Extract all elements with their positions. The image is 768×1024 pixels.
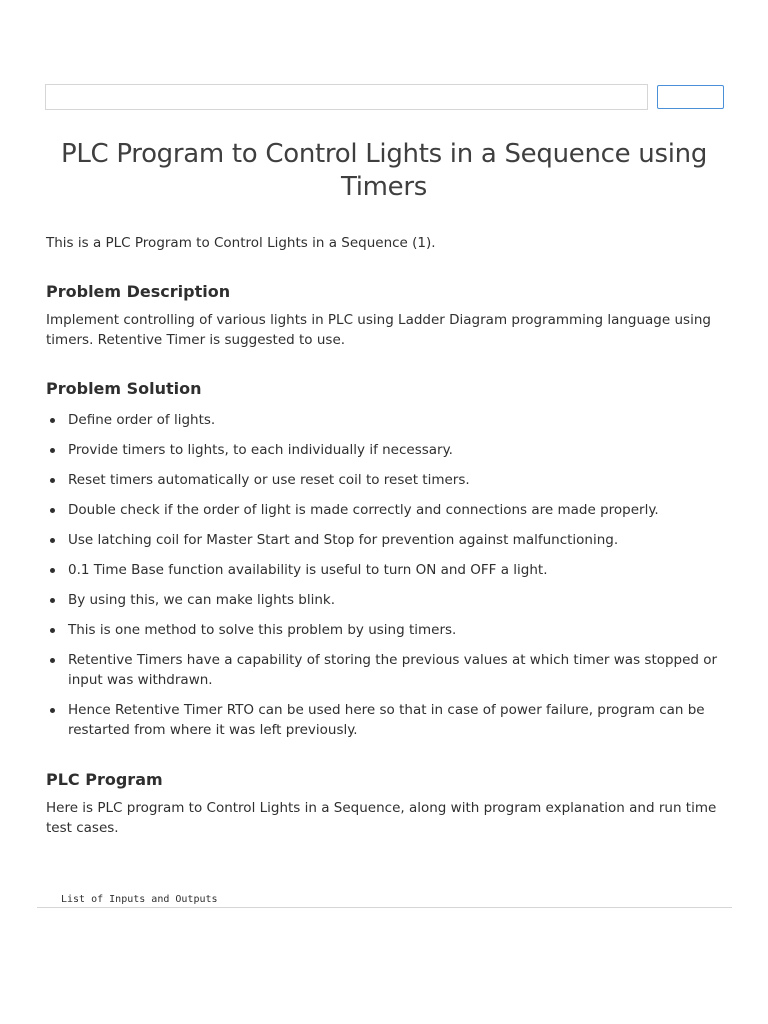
list-item: By using this, we can make lights blink.: [46, 590, 726, 610]
article-body: [46, 233, 726, 838]
list-item: Hence Retentive Timer RTO can be used here so that in case of power failure, program can be restarted from where it was left previously.: [46, 700, 726, 740]
list-item: This is one method to solve this problem by using timers.: [46, 620, 726, 640]
list-item: Provide timers to lights, to each individually if necessary.: [46, 440, 726, 460]
problem-solution-heading: Problem Solution: [46, 379, 202, 398]
problem-description-text: Implement controlling of various lights in PLC using Ladder Diagram programming language using timers. Retentive Timer is suggested to use.: [46, 312, 711, 348]
list-item: Use latching coil for Master Start and Stop for prevention against malfunctioning.: [46, 530, 726, 550]
plc-program-text: Here is PLC program to Control Lights in a Sequence, along with program explanation and run time test cases.: [46, 800, 717, 836]
list-item: Define order of lights.: [46, 410, 726, 430]
problem-description-heading: Problem Description: [46, 282, 231, 301]
solution-list: [46, 410, 726, 740]
code-block: [37, 890, 732, 908]
code-line: List of Inputs and Outputs: [61, 894, 218, 905]
list-item: Retentive Timers have a capability of storing the previous values at which timer was stopped or input was withdrawn.: [46, 650, 726, 690]
search-button[interactable]: [657, 85, 724, 109]
intro-paragraph: This is a PLC Program to Control Lights in a Sequence (1).: [46, 235, 436, 251]
search-input[interactable]: [45, 84, 648, 110]
list-item: 0.1 Time Base function availability is useful to turn ON and OFF a light.: [46, 560, 726, 580]
list-item: Double check if the order of light is made correctly and connections are made properly.: [46, 500, 726, 520]
list-item: Reset timers automatically or use reset coil to reset timers.: [46, 470, 726, 490]
plc-program-heading: PLC Program: [46, 770, 163, 789]
page-title: PLC Program to Control Lights in a Sequence using Timers: [60, 139, 708, 202]
